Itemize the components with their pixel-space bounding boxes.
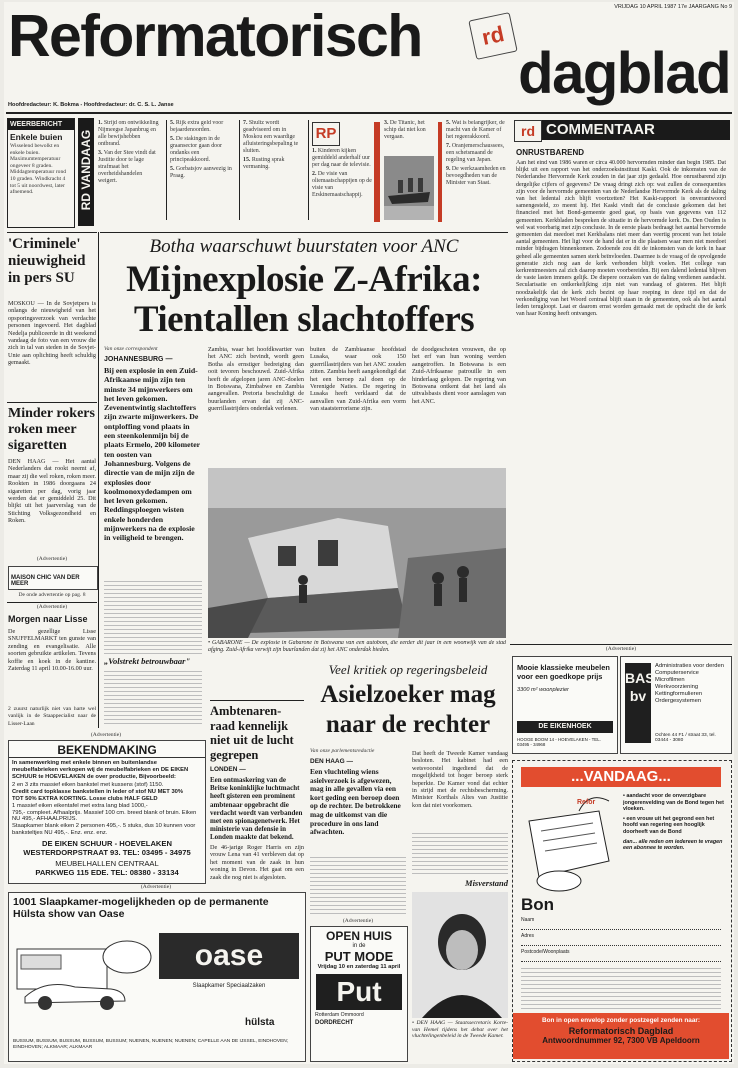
eikenhoek-ad[interactable]: [512, 656, 618, 754]
open-huis-city: DORDRECHT: [315, 1020, 354, 1026]
rd-small-logo-icon: rd: [514, 120, 542, 142]
bon-postcode-field[interactable]: Postcode/Woonplaats: [521, 949, 721, 962]
bekendmaking-store2-address: PARKWEG 115 EDE. TEL: 08380 - 33134: [35, 867, 179, 877]
asiel-lead: Een vluchteling wiens asielverzoek is afgewezen, mag in alle gevallen via een kort geding een beroep doen op de rechter. De betrokkene mag de uitkomst van die procedure in ons land afwachten.: [310, 768, 401, 837]
bas-item: Ordergesystemen: [655, 698, 702, 704]
bekendmaking-line: 2 en 3 zits massief eiken bankstel met kussens (stof) 1150.: [12, 782, 164, 789]
vandaag-item[interactable]: 2. De visie van oliemaatschappijen op de visie van Erskinemaatschappij.: [312, 171, 372, 198]
bekendmaking-store-address: WESTERDORPSTRAAT 93. TEL: 03495 - 34975: [23, 847, 191, 857]
asiel-headline: Asielzoeker mag naar de rechter: [320, 681, 496, 738]
morgen-footer: 2 zuurst naturlijk niet van harte wel vanlijk in de Staappecialist naar de Lisser-Laan: [8, 706, 96, 727]
main-body-col2: Zambia, waar het hoofdkwartier van het ANC zich bevindt, wordt geen Botha als ernstiger bedreiging dan ooit tevoren beschouwd. Zuid-Afrika heeft de afgelopen jaren ANC-doelen in Botswana, Zimbabwe en Zambia aangevallen. Pretoria beschuldigt de buurlanden ervan dat zij ANC-guerrillastrijders onderdak verlenen.: [208, 346, 304, 413]
vandaag-item[interactable]: 15. Rusting sprak vermaning.: [243, 157, 285, 170]
bon-bullet: • aandacht voor de onverzigbare jongerenvelding van de Bond tegen het vloeken.: [623, 793, 724, 813]
asiel-kicker: Veel kritiek op regeringsbeleid: [328, 662, 488, 677]
bas-logo: BAS bv: [625, 663, 651, 743]
ad-label: (Advertentie): [342, 918, 374, 924]
bas-item: Kettingformulieren: [655, 691, 703, 697]
vandaag-col2[interactable]: [170, 120, 236, 224]
asiel-subhead: Misverstand: [465, 878, 508, 888]
vandaag-col4[interactable]: [312, 148, 372, 224]
vandaag-item[interactable]: 5. De stakingen in de graansector gaan door ondanks een principeakkoord.: [170, 136, 223, 163]
bon-bullets: [623, 793, 727, 852]
main-lead: Bij een explosie in een Zuid-Afrikaanse mijn zijn ten minste 34 mijnwerkers om het leven gekomen. Zevenentwintig slachtoffers zijn zwarte mijnwerkers. De ontploffing vond plaats in een steenkolenmijn bij de plaats Ermelo, 200 kilometer ten oosten van Johannesburg. Volgens de directie van de mijn zijn de explosies door koolmonoxydedampen om het leven gekomen. Reddingsploegen wisten enkele honderden mijnwerkers na de explosie in veiligheid te brengen.: [104, 366, 201, 543]
criminele-headline: 'Criminele' nieuwigheid in pers SU: [8, 236, 86, 286]
bekendmaking-intro: In samenwerking met enkele binnen en buitenlandse meubelfabrieken verkopen wij de meubelfabrieken en DE EIKEN SCHUUR te HOEVELAKEN de over productie, Bijvoorbeeld:: [12, 760, 189, 780]
main-body-col1b: [104, 668, 202, 726]
rp-logo-icon: RP: [312, 122, 340, 146]
oase-ad[interactable]: [8, 892, 306, 1062]
put-logo: Put: [316, 974, 402, 1010]
oase-ad-headline: 1001 Slaapkamer-mogelijkheden op de permanente Hülsta show van Oase: [13, 896, 269, 920]
main-body-col3: buiten de Zambiaanse hoofdstad Lusaka, waar ook 150 guerrillastrijders van het ANC zouden zitten. Zambia heeft aangekondigd dat het een beroep zal doen op de Verenigde Naties. De regering in Lusaka heeft verklaard dat de aanvallen van Zuid-Afrika een vorm van staatsterrorisme zijn.: [310, 346, 406, 413]
rd-logo-icon: rd: [468, 12, 517, 60]
ad-label: (Advertentie): [36, 556, 68, 562]
eikenhoek-area: 3300 m² woonplezier: [517, 687, 569, 693]
ambtenaren-lead: Een ontmaskering van de Britse koninklijke luchtmacht heeft gisteren een prominent ambtenaar opgebracht die verdacht wordt van verbanden met een spionagenetwerk. Het ministerie van defensie in Londen maakte dat bekend.: [210, 776, 303, 842]
bas-item: Werkvoorziening: [655, 684, 699, 690]
oase-subline: Slaapkamer Speciaalzaken: [192, 983, 266, 989]
main-headline-line2: Tientallen slachtoffers: [133, 299, 475, 340]
bon-bullet: • een vrouw uit het gegrond een het hoofd van regering een hooglijk doorheeft van de Bond: [623, 815, 715, 835]
oase-illustration: [15, 929, 155, 1013]
bon-title: Bon: [521, 895, 555, 914]
vandaag-label: RD VANDAAG: [79, 129, 93, 211]
oase-logo: oase: [159, 933, 299, 979]
morgen-headline: Morgen naar Lisse: [8, 614, 88, 624]
bon-name-field[interactable]: Naam: [521, 917, 721, 930]
bon-footer-instruction: Bon in open envelop zonder postzegel zenden naar:: [541, 1017, 700, 1024]
bon-footer: [513, 1013, 729, 1059]
bekendmaking-store-name: DE EIKEN SCHUUR - HOEVELAKEN: [42, 838, 172, 848]
bon-coupon: [512, 760, 732, 1062]
roken-headline: Minder rokers roken meer sigaretten: [8, 406, 95, 453]
main-body-col4: de doodgeschoten vrouwen, die op het erf van hun woning werden aangetroffen. In Botswana is een Zuid-Afrikaanse patrouille in een hinderlaag gelopen. De regering van Botswana ontkent dat het land als uitvalsbasis dient voor aanslagen van het ANC.: [412, 346, 506, 405]
ad-label: (Advertentie): [36, 604, 68, 610]
bekendmaking-ad[interactable]: [8, 740, 206, 884]
vandaag-index: [98, 118, 508, 226]
asiel-byline: Van onze parlementsredactie: [310, 748, 375, 754]
main-dateline: JOHANNESBURG —: [104, 356, 173, 363]
commentaar-text: Aan het eind van 1986 waren er circa 40.000 hervormden minder dan begin 1985. Dat blijkt uit een rapport van het onderzoeksinstituut Kaski. Ook de inkomsten van de Nederlandse Hervormde Kerk zouden in dat jaar zijn gedaald. Hoe onrustbarend zijn dergelijke cijfers of gegevens? De vraag dringt zich op: wat zullen de consequenties zijn voor de hervormde gemeenten van de Nederlandse Hervormde Kerk als de daling van het ledental zich blijft voortzetten? Het Kaski-rapport is onverantwoord samengesteld, zo meent hij. Het Kaski vindt dat de conclusie gekomen dat het financieel met het Bond-gemeente goed gaat, op basis van gegevens van 112 gemeenten. Kerkbladen bespreken de situatie in de hervormde kerk. Ds. Den Ouden is wel wat voorbarig met zijn conclusie. In de eerste plaats bedraagt het aantal hervormde gemeenten dat meedoet met Kerkbalans niet meer dan veertig procent van het totale aantal gemeenten. Het ligt voor de hand dat er in die plaatsen waar men niet meedoet minder bijdragen binnenkomen. Zodoende zou dit de inkomsten van de kerk in haar geheel alle gemeenten samen sterk beïnvloeden. Daarmee is de vraag of de opvolgende generatie zich nog aan de kerk verbonden blijft voelen. Het college van kerkrentmeesters zal zich daarop moeten voorbereiden. Bij een dalend ledental blijven de vaste lasten immers gelijk. De diepere oorzaken van de daling verdienen aandacht. Secularisatie en ontkerkelijking zijn niet van vandaag of gisteren. Het blijft noodzakelijk dat de kerk zich bezint op haar roeping in deze tijd en dat de verkondiging van het Woord centraal blijft staan in de gemeenten, ook als het aantal leden terugloopt. Laat er daarom ernst worden gemaakt met de opdracht die de kerk van haar Koning heeft ontvangen.: [516, 160, 726, 318]
vandaag-item[interactable]: 1. Kinderen kijken gemiddeld anderhalf uur per dag naar de televisie.: [312, 148, 371, 168]
open-huis-ad[interactable]: [310, 926, 408, 1062]
vandaag-col6[interactable]: [446, 120, 508, 224]
date-line: VRIJDAG 10 APRIL 1987 17e JAARGANG No 9: [614, 4, 732, 10]
asiel-photo-caption: • DEN HAAG — Staatssecretaris Korte-van Hemel tijdens het debat over het vluchtelingenbeleid in de Tweede Kamer.: [412, 1020, 508, 1040]
ambtenaren-dateline: LONDEN —: [210, 766, 246, 773]
bas-address: Ochten 44 F1 / straat 33, tel. 03444 - 3080: [655, 733, 716, 743]
main-kicker: Botha waarschuwt buurstaten voor ANC: [149, 236, 459, 257]
commentaar-head: ONRUSTBAREND: [516, 148, 584, 157]
weather-label: WEERBERICHT: [8, 119, 74, 130]
vandaag-item[interactable]: 5. Rijk extra geld voor bejaardenoorden.: [170, 120, 224, 133]
eikenhoek-logo: DE EIKENHOEK: [517, 721, 613, 733]
oase-footer: BUSSUM, BUSSUM, BUSSUM, BUSSUM, BUSSUM; NUENEN, NUENEN; NUENEN; CAPELLE AAN DE IJSSEL, EINDHOVEN; EINDHOVEN; ALKMAAR; ALKMAAR: [13, 1039, 289, 1050]
bekendmaking-line: TOT 50% EXTRA KORTING. Losse clubs HALF GELD: [12, 795, 158, 802]
bas-item: Administraties voor derden: [655, 663, 724, 669]
bon-footer-address: Antwoordnummer 92, 7300 VB Apeldoorn: [542, 1036, 700, 1045]
weather-text: Wisselend bewolkt en enkele buien. Maximumtemperatuur ongeveer 8 graden. Middagtemperatuur rond 10 graden. Windkracht 4 tot 5 uit noordwest, later afnemend.: [10, 143, 67, 196]
vandaag-item[interactable]: 5. Wat is belangrijker, de macht van de Kamer of het regeerakkoord.: [446, 120, 505, 140]
bekendmaking-line: Staapkamer blank eiken 2 personen 495,-. 5 stuks, dus 10 kunnen voor banksteltjes NU 495,-. Enz. enz. enz.: [12, 823, 196, 836]
bekendmaking-line: Credit card topklasse bankstellen in leder of stof NU MET 30%: [12, 789, 184, 796]
asiel-dateline: DEN HAAG —: [310, 758, 353, 765]
bas-ad[interactable]: [620, 656, 732, 754]
vandaag-item[interactable]: 7. Shultz wordt geadviseerd om in Moskou een waardige afluisteringsbepaling te sluiten.: [243, 120, 299, 154]
vandaag-col1[interactable]: [98, 120, 162, 224]
editors-line: Hoofdredacteur: K. Bokma - Hoofdredacteur: dr. C. S. L. Janse: [8, 102, 174, 108]
roken-text: DEN HAAG — Het aantal Nederlanders dat rookt neemt af, maar zij die wel roken, roken meer. Rookten in 1986 doorgaans 24 sigaretten per dag, vorig jaar werden dat er gemiddeld 25. Dit blijkt uit het jaarverslag van de Stichting Volksgezondheid en Roken.: [8, 458, 96, 525]
bon-bullet: dan... alle reden om iedereen te vragen een abonnee te worden.: [623, 838, 723, 852]
vandaag-item[interactable]: 1. Strijd om ontwikkeling Nijmeegse Japanbrug en alle bewijshebben ontbrand.: [98, 120, 159, 147]
bas-item: Microfilmen: [655, 677, 685, 683]
titanic-photo: [384, 156, 434, 220]
maison-ad[interactable]: [8, 566, 98, 590]
asiel-photo: [412, 892, 508, 1018]
main-photo: [208, 468, 506, 638]
ambtenaren-text: De 46-jarige Roger Harris en zijn vrouw Lena van 41 verbleven dat op het moment van de zaak in hun woning in Devon. Het gaat om een zaak die nog niet is afgesloten.: [210, 844, 304, 881]
weather-box: [7, 118, 75, 228]
open-huis-address: Rotterdam Ommoord: [315, 1012, 364, 1018]
bon-fineprint: [521, 965, 721, 1009]
ambtenaren-headline: Ambtenaren-raad kennelijk niet uit de lucht gegrepen: [210, 704, 294, 762]
bon-footer-name: Reformatorisch Dagblad: [568, 1026, 674, 1036]
ad-reference: De onde advertentie op pag. 8: [18, 592, 86, 598]
open-huis-brand: PUT MODE: [324, 949, 394, 964]
ad-label: (Advertentie): [90, 732, 122, 738]
main-subhead: „Volstrekt betrouwbaar": [104, 656, 191, 666]
asiel-text: Dat heeft de Tweede Kamer vandaag besloten. Het kabinet had een wetsvoorstel ingediend dat de mogelijkheid tot hoger beroep sterk beperkte. De Kamer vond dat echter in strijd met de rechtsbescherming. Minister Korthals Altes van Justitie kon dat niet voorkomen.: [412, 750, 508, 809]
maison-ad-text: MAISON CHIC VAN DER MEER: [11, 575, 80, 587]
vandaag-item[interactable]: 3. De Titanic, het schip dat niet kon vergaan.: [384, 120, 426, 140]
main-headline-line1: Mijnexplosie Z-Afrika:: [126, 259, 482, 300]
open-huis-sub: in de: [352, 943, 366, 949]
eikenhoek-address: HOOGE BOOM 14 - HOEVELAKEN - TEL. 03495 - 34968: [517, 737, 601, 747]
bekendmaking-headline: BEKENDMAKING: [9, 743, 205, 758]
main-body-col1: [104, 578, 202, 654]
bas-list: [655, 663, 729, 705]
bon-illustration: [519, 791, 619, 895]
vandaag-col3[interactable]: [243, 120, 305, 224]
ad-label: (Advertentie): [605, 646, 637, 652]
bas-item: Computerservice: [655, 670, 699, 676]
open-huis-headline: OPEN HUIS: [325, 929, 392, 943]
main-photo-caption: • GABARONE — De explosie in Gabarone in Botswana van een autobom, die eerder dit jaar in een woonwijk van de stad afging. Zuid-Afrika verwijt zijn buurlanden dat zij het ANC onderdak bieden.: [208, 640, 506, 653]
vandaag-item[interactable]: 3. Van der Stee vindt dat Justitie door te lage strafmaat het overheidshandelen weigert.: [98, 150, 156, 184]
bon-address-field[interactable]: Adres: [521, 933, 721, 946]
bekendmaking-list: [9, 782, 205, 836]
ad-label: (Advertentie): [140, 884, 172, 890]
open-huis-dates: Vrijdag 10 en zaterdag 11 april: [317, 964, 401, 970]
vandaag-item[interactable]: 9. De werkzaamheden en bevoegdheden van de Minister van Staat.: [446, 166, 506, 186]
eikenhoek-text: Mooie klassieke meubelen voor een goedkope prijs: [517, 663, 610, 681]
weather-headline: Enkele buien: [10, 132, 63, 142]
vandaag-item[interactable]: 5. Gorbatsjov aanwezig in Praag.: [170, 166, 232, 179]
commentaar-label: COMMENTAAR: [542, 120, 730, 140]
commentaar-section: [512, 118, 732, 640]
asiel-text-cont: [412, 830, 508, 876]
morgen-text: De gezellige Lisse SNUFFELMARKT ten gunste van zending en evangelisatie. Alle soorten gebruikte artikelen. Tevens koffie en koek in de kantine. Zaterdag 11 april 10.00-16.00 uur.: [8, 628, 96, 673]
bekendmaking-line: 1 massief eiken eikentafel met extra lang blad 1000,-: [12, 802, 148, 809]
bon-paper-label: Refor: [577, 799, 596, 806]
vandaag-band: [78, 118, 94, 226]
asiel-text-col1: [310, 854, 406, 916]
masthead-title-line1: Reformatorisch: [8, 3, 422, 69]
main-byline: Van onze correspondent: [104, 346, 158, 352]
bekendmaking-store2-name: MEUBELHALLEN CENTRAAL: [55, 858, 159, 868]
bon-banner: ...VANDAAG...: [521, 767, 721, 787]
masthead-title-line2: dagblad: [518, 41, 730, 106]
vandaag-item[interactable]: 7. Oranjemerschaussees, een schetsmaand de regeling van Japan.: [446, 143, 505, 163]
bekendmaking-line: 795,- compleet. Afhaalprijs. Massief 100 cm. breed blank of bruin. Eiken NU 495,- AFHAALPRIJS.: [12, 809, 197, 823]
hulsta-logo: hülsta: [245, 1017, 275, 1028]
criminele-text: MOSKOU — In de Sovjetpers is onlangs de nieuwigheid van het opsporingsverzoek van verdachte personen ingevoerd. Het dagblad Nedelja publiceerde in dit weekend vandaag de foto van een vrouw die zich in tal van steden in de Sovjet-Unie aan oplichting heeft schuldig gemaakt.: [8, 300, 96, 367]
